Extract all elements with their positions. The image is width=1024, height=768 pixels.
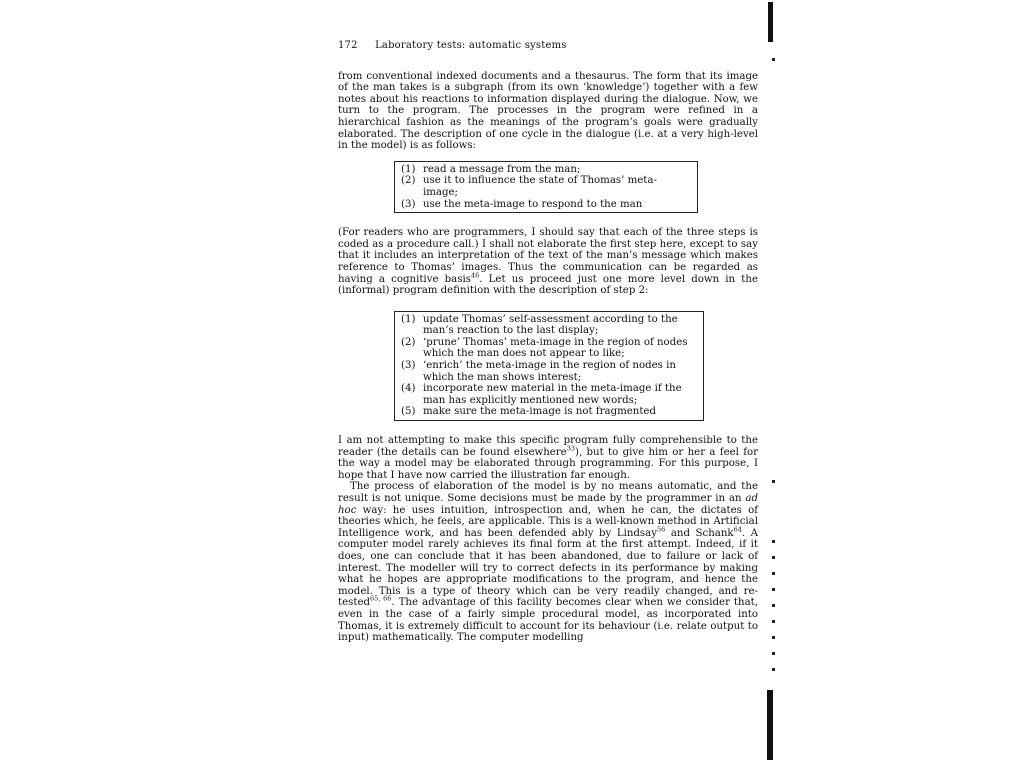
step-number: (5) [401, 406, 416, 418]
paragraph-text: I am not attempting to make this specific program fully comprehensible to the reader (the details can be found elsewhere [338, 435, 758, 458]
step-text: use the meta-image to respond to the man [423, 198, 643, 210]
step2-item [401, 314, 697, 337]
book-page [338, 40, 758, 644]
footnote-ref: 46 [470, 271, 480, 280]
paragraph-text: . A computer model rarely achieves its final form at the first attempt. Indeed, if it does, one can conclude that it has been abandoned, due to failure or lack of interest. The modeller will try to correct defects in its performance by making what he hopes are appropriate modifications to the program, and hence the model. This is a type of theory which can be very readily changed, and re-tested [338, 527, 758, 609]
step-number: (1) [401, 163, 416, 175]
step2-item [401, 406, 697, 418]
step-text: ‘enrich’ the meta-image in the region of nodes in which the man shows interest; [423, 360, 676, 383]
paragraph-middle-text: (For readers who are programmers, I should say that each of the three steps is coded as a procedure call.) I shall not elaborate the first step here, except to say that it includes an interpretation of the text of the man’s message which makes reference to Thomas’ images. Thus the communication can be regarded as having a cognitive basis [338, 227, 758, 285]
step2-steps-box [394, 311, 704, 421]
footnote-ref: 65, 66 [370, 594, 392, 603]
paragraph-middle-text-end: . Let us proceed just one more level down in the (informal) program definition with the description of step 2: [338, 273, 758, 297]
step-number: (3) [401, 198, 416, 210]
paragraph-bottom-2 [338, 481, 758, 643]
paragraph-middle [338, 227, 758, 297]
paragraph-text: and Schank [665, 527, 734, 539]
step-number: (3) [401, 360, 416, 372]
step-number: (1) [401, 313, 416, 325]
footnote-ref: 56 [657, 525, 666, 534]
step-text: incorporate new material in the meta-image if the man has explicitly mentioned new words; [423, 383, 682, 406]
paragraph-bottom-1 [338, 435, 758, 481]
italic-phrase: ad hoc [338, 493, 758, 516]
running-head [338, 40, 758, 52]
footnote-ref: 33 [566, 444, 575, 453]
step-text: make sure the meta-image is not fragmented [423, 406, 656, 418]
step-number: (2) [401, 175, 416, 187]
step2-item [401, 337, 697, 360]
step-text: update Thomas’ self-assessment according to the man’s reaction to the last display; [423, 313, 678, 337]
paragraph-text: way: he uses intuition, introspection and, when he can, the dictates of theories which, he feels, are applicable. This is a well-known method in Artificial Intelligence work, and has been defended ably by Lindsay [338, 504, 758, 539]
cycle-steps-box [394, 161, 698, 213]
paragraph-text: . The advantage of this facility becomes clear when we consider that, even in the case of a fairly simple procedural model, as incorporated into Thomas, it is extremely difficult to account for its behaviour (i.e. relate output to input) mathematically. The computer modelling [338, 597, 758, 644]
running-title: Laboratory tests: automatic systems [375, 40, 567, 51]
scan-margin-specks [770, 0, 776, 768]
paragraph-text-end: ), but to give him or her a feel for the way a model may be elaborated through programming. For this purpose, I hope that I have now carried the illustration far enough. [338, 446, 758, 481]
step-number: (2) [401, 336, 416, 348]
cycle-step [401, 199, 691, 211]
step-text: use it to influence the state of Thomas’ meta-image; [423, 175, 657, 198]
step-text: ‘prune’ Thomas’ meta-image in the region of nodes which the man does not appear to like; [423, 336, 688, 360]
step2-item [401, 360, 697, 383]
paragraph-top: from conventional indexed documents and a thesaurus. The form that its image of the man takes is a subgraph (from its own ‘knowledge’) together with a few notes about his reactions to information displayed during the dialogue. Now, we turn to the program. The processes in the program were refined in a hierarchical fashion as the meanings of the program’s goals were gradually elaborated. The description of one cycle in the dialogue (i.e. at a very high-level in the model) is as follows: [338, 70, 758, 152]
page-number: 172 [338, 40, 358, 51]
cycle-step [401, 164, 691, 176]
step-number: (4) [401, 383, 416, 395]
paragraph-text: The process of elaboration of the model is by no means automatic, and the result is not unique. Some decisions must be made by the programmer in an [338, 481, 758, 504]
step2-item [401, 383, 697, 406]
footnote-ref: 64 [733, 525, 742, 534]
step-text: read a message from the man; [423, 163, 581, 175]
cycle-step [401, 175, 691, 198]
